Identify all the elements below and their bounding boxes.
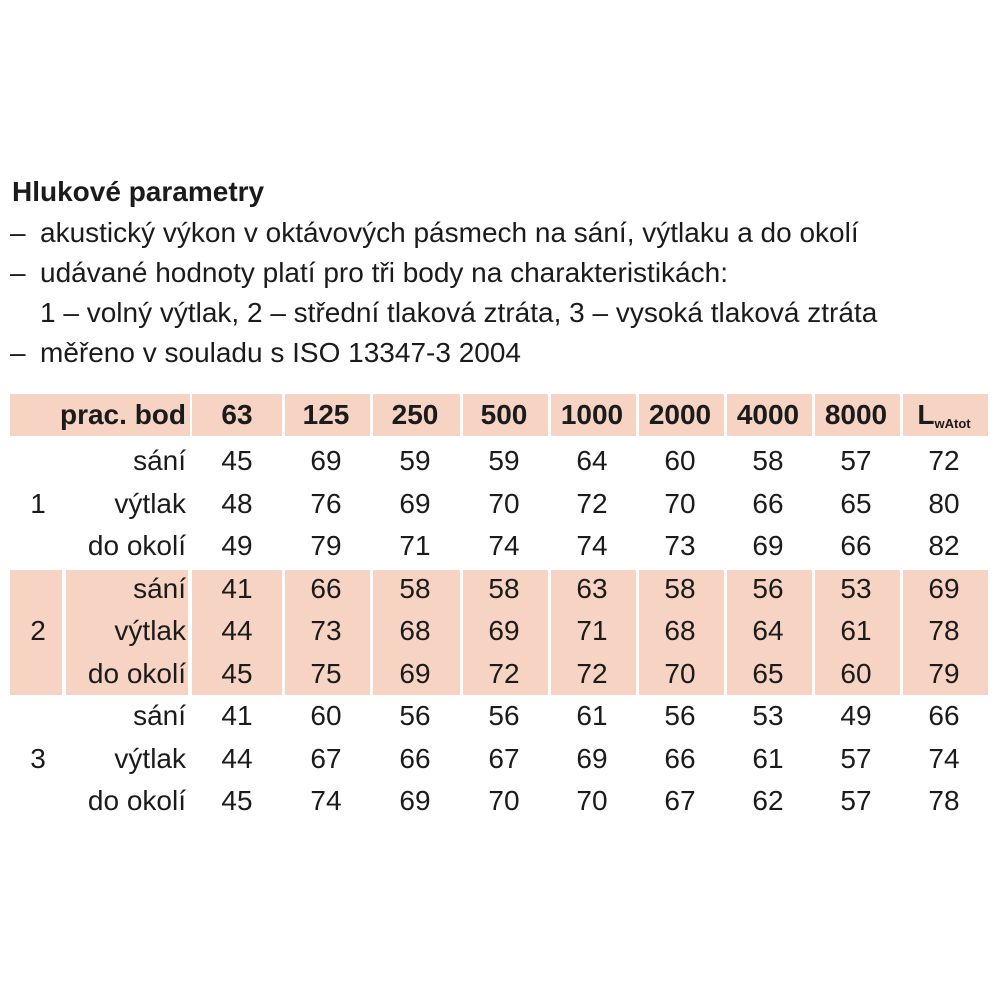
column-header-frequency: 2000 (648, 399, 712, 430)
table-cell: 61 (752, 742, 784, 774)
row-label: do okolí (87, 530, 186, 561)
table-cell: 71 (399, 530, 431, 561)
table-cell: 73 (310, 615, 342, 646)
bullet-line (10, 333, 521, 373)
table-cell: 70 (488, 785, 520, 816)
column-header-frequency: 250 (391, 399, 439, 430)
table-cell: 62 (752, 785, 784, 816)
table-cell: 59 (488, 445, 520, 476)
table-cell: 56 (488, 700, 520, 731)
row-label: sání (133, 445, 186, 476)
total-subscript: wAtot (934, 416, 971, 431)
table-cell: 69 (399, 657, 431, 689)
table-cell: 70 (488, 487, 520, 519)
table-cell: 57 (840, 445, 872, 476)
noise-table (0, 394, 1000, 824)
column-header-frequency: 63 (221, 399, 253, 430)
table-cell: 79 (310, 530, 342, 561)
table-cell: 72 (576, 487, 608, 519)
table-cell: 67 (664, 785, 696, 816)
table-cell: 66 (752, 487, 784, 519)
table-cell: 44 (221, 615, 253, 646)
row-label: výtlak (114, 615, 186, 646)
bullet-line (10, 253, 728, 293)
table-cell: 58 (664, 572, 696, 604)
table-cell: 45 (221, 445, 253, 476)
table-cell: 49 (221, 530, 253, 561)
table-cell: 74 (488, 530, 520, 561)
table-cell: 61 (840, 615, 872, 646)
table-cell: 72 (488, 657, 520, 689)
total-symbol: L (917, 399, 935, 430)
table-cell: 66 (928, 700, 960, 731)
table-cell: 53 (840, 572, 872, 604)
table-cell: 60 (664, 445, 696, 476)
table-cell: 49 (840, 700, 872, 731)
table-cell: 45 (221, 657, 253, 689)
row-label: do okolí (87, 657, 186, 689)
table-cell: 65 (752, 657, 784, 689)
table-cell: 64 (576, 445, 608, 476)
row-label: výtlak (114, 487, 186, 519)
table-cell: 57 (840, 742, 872, 774)
table-cell: 57 (840, 785, 872, 816)
table-cell: 56 (399, 700, 431, 731)
column-header-frequency: 125 (302, 399, 350, 430)
table-cell: 74 (928, 742, 960, 774)
bullet-dash: – (10, 337, 26, 368)
bullet-text: 1 – volný výtlak, 2 – střední tlaková ztráta, 3 – vysoká tlaková ztráta (40, 297, 878, 328)
section-heading: Hlukové parametry (12, 176, 265, 207)
table-cell: 69 (488, 615, 520, 646)
table-cell: 67 (310, 742, 342, 774)
table-cell: 78 (928, 785, 960, 816)
table-cell: 70 (576, 785, 608, 816)
table-cell: 76 (310, 487, 342, 519)
table-cell: 69 (576, 742, 608, 774)
table-cell: 70 (664, 487, 696, 519)
table-cell: 72 (576, 657, 608, 689)
table-cell: 60 (840, 657, 872, 689)
bullet-continuation (40, 293, 877, 333)
table-cell: 71 (576, 615, 608, 646)
table-cell: 79 (928, 657, 960, 689)
table-cell: 56 (752, 572, 784, 604)
table-cell: 74 (310, 785, 342, 816)
bullet-line (10, 213, 859, 253)
table-cell: 69 (399, 487, 431, 519)
table-cell: 66 (664, 742, 696, 774)
bullet-dash: – (10, 217, 26, 248)
table-cell: 69 (310, 445, 342, 476)
table-cell: 41 (221, 572, 253, 604)
table-cell: 69 (399, 785, 431, 816)
table-cell: 41 (221, 700, 253, 731)
row-label: sání (133, 572, 186, 604)
column-header-frequency: 8000 (824, 399, 888, 430)
table-cell: 53 (752, 700, 784, 731)
table-cell: 73 (664, 530, 696, 561)
table-cell: 80 (928, 487, 960, 519)
row-label: výtlak (114, 742, 186, 774)
table-cell: 45 (221, 785, 253, 816)
table-cell: 74 (576, 530, 608, 561)
table-cell: 64 (752, 615, 784, 646)
table-cell: 67 (488, 742, 520, 774)
table-cell: 68 (399, 615, 431, 646)
table-cell: 58 (752, 445, 784, 476)
table-cell: 59 (399, 445, 431, 476)
table-cell: 63 (576, 572, 608, 604)
table-cell: 66 (840, 530, 872, 561)
column-header-frequency: 500 (480, 399, 528, 430)
table-cell: 82 (928, 530, 960, 561)
table-cell: 58 (488, 572, 520, 604)
table-cell: 66 (399, 742, 431, 774)
table-cell: 56 (664, 700, 696, 731)
column-header-point: prac. bod (59, 399, 186, 430)
table-cell: 66 (310, 572, 342, 604)
column-header-total (900, 394, 988, 436)
row-label: sání (133, 700, 186, 731)
column-header-frequency: 1000 (560, 399, 624, 430)
table-cell: 60 (310, 700, 342, 731)
table-cell: 75 (310, 657, 342, 689)
table-cell: 72 (928, 445, 960, 476)
row-label: do okolí (87, 785, 186, 816)
point-number: 2 (30, 615, 46, 646)
table-cell: 58 (399, 572, 431, 604)
column-header-frequency: 4000 (736, 399, 800, 430)
bullet-text: udávané hodnoty platí pro tři body na charakteristikách: (40, 257, 728, 288)
table-cell: 61 (576, 700, 608, 731)
point-number: 3 (30, 742, 46, 774)
table-cell: 70 (664, 657, 696, 689)
table-cell: 78 (928, 615, 960, 646)
bullet-text: měřeno v souladu s ISO 13347-3 2004 (40, 337, 521, 368)
point-number: 1 (30, 487, 46, 519)
bullet-text: akustický výkon v oktávových pásmech na sání, výtlaku a do okolí (40, 217, 859, 248)
table-cell: 48 (221, 487, 253, 519)
table-cell: 69 (752, 530, 784, 561)
table-cell: 65 (840, 487, 872, 519)
bullet-dash: – (10, 257, 26, 288)
table-cell: 68 (664, 615, 696, 646)
table-cell: 69 (928, 572, 960, 604)
table-cell: 44 (221, 742, 253, 774)
